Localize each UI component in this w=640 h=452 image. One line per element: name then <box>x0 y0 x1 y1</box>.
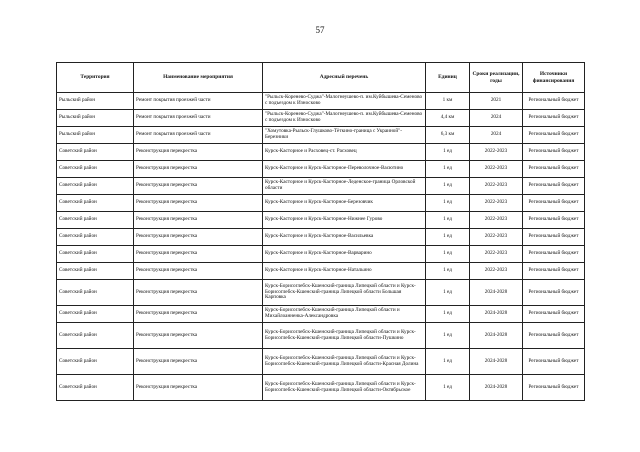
table-row <box>57 93 585 110</box>
territory-cell: Советский район <box>57 246 134 263</box>
measure-cell: Реконструкция перекрестка <box>134 263 263 280</box>
years-cell: 2024-2028 <box>470 323 523 349</box>
table-row <box>57 110 585 127</box>
table-header-row <box>57 63 585 93</box>
unit-cell: 1 ед <box>426 212 470 229</box>
years-cell: 2024 <box>470 127 523 144</box>
address-cell: Курск-Борисоглебск-Кшенский-граница Липецкой области и Михайлоанненка-Александровка <box>263 306 426 323</box>
source-cell: Региональный бюджет <box>523 229 585 246</box>
table-row <box>57 195 585 212</box>
source-cell: Региональный бюджет <box>523 212 585 229</box>
table-row <box>57 306 585 323</box>
measure-cell: Реконструкция перекрестка <box>134 229 263 246</box>
unit-cell: 1 км <box>426 93 470 110</box>
address-cell: Курск-Борисоглебск-Кшенский-граница Липецкой области и Курск-Борисоглебск-Кшенский-граница Липецкой области Большая Карповка <box>263 280 426 306</box>
unit-cell: 1 ед <box>426 195 470 212</box>
header-address: Адресный перечень <box>263 63 426 93</box>
territory-cell: Советский район <box>57 161 134 178</box>
measure-cell: Ремонт покрытия проезжей части <box>134 110 263 127</box>
measure-cell: Реконструкция перекрестка <box>134 375 263 401</box>
territory-cell: Советский район <box>57 212 134 229</box>
unit-cell: 1 ед <box>426 375 470 401</box>
table-row <box>57 178 585 195</box>
measure-cell: Ремонт покрытия проезжей части <box>134 127 263 144</box>
measure-cell: Реконструкция перекрестка <box>134 306 263 323</box>
source-cell: Региональный бюджет <box>523 246 585 263</box>
source-cell: Региональный бюджет <box>523 323 585 349</box>
years-cell: 2022-2023 <box>470 263 523 280</box>
years-cell: 2022-2023 <box>470 246 523 263</box>
table-row <box>57 212 585 229</box>
table-row <box>57 323 585 349</box>
header-unit: Единиц <box>426 63 470 93</box>
address-cell: Курск-Касторное и Курск-Касторное-Березовчик <box>263 195 426 212</box>
source-cell: Региональный бюджет <box>523 127 585 144</box>
measure-cell: Реконструкция перекрестка <box>134 323 263 349</box>
years-cell: 2022-2023 <box>470 178 523 195</box>
address-cell: "Рыльск-Коренево-Суджа"-Малогнеушево-п. им.Куйбышева-Семеново с подъездом к Износково <box>263 110 426 127</box>
source-cell: Региональный бюджет <box>523 110 585 127</box>
source-cell: Региональный бюджет <box>523 161 585 178</box>
years-cell: 2024-2028 <box>470 375 523 401</box>
address-cell: Курск-Касторное и Курск-Касторное-Васильевка <box>263 229 426 246</box>
years-cell: 2022-2023 <box>470 144 523 161</box>
address-cell: Курск-Борисоглебск-Кшенский-граница Липецкой области и Курск-Борисоглебск-Кшенский-граница Липецкой области-Октябрьское <box>263 375 426 401</box>
years-cell: 2022-2023 <box>470 212 523 229</box>
measure-cell: Реконструкция перекрестка <box>134 246 263 263</box>
table-row <box>57 263 585 280</box>
address-cell: Курск-Касторное и Курск-Касторное-Нижнее Гурово <box>263 212 426 229</box>
header-territory: Территория <box>57 63 134 93</box>
territory-cell: Советский район <box>57 195 134 212</box>
source-cell: Региональный бюджет <box>523 280 585 306</box>
header-measure: Наименование мероприятия <box>134 63 263 93</box>
unit-cell: 1 ед <box>426 161 470 178</box>
territory-cell: Советский район <box>57 280 134 306</box>
territory-cell: Советский район <box>57 306 134 323</box>
territory-cell: Советский район <box>57 263 134 280</box>
header-timeline: Сроки реализации, годы <box>470 63 523 93</box>
table-row <box>57 161 585 178</box>
source-cell: Региональный бюджет <box>523 375 585 401</box>
measure-cell: Реконструкция перекрестка <box>134 280 263 306</box>
years-cell: 2022-2023 <box>470 229 523 246</box>
unit-cell: 1 ед <box>426 349 470 375</box>
unit-cell: 1 ед <box>426 280 470 306</box>
unit-cell: 1 ед <box>426 306 470 323</box>
measure-cell: Реконструкция перекрестка <box>134 161 263 178</box>
years-cell: 2024-2028 <box>470 280 523 306</box>
territory-cell: Рыльский район <box>57 110 134 127</box>
territory-cell: Рыльский район <box>57 93 134 110</box>
table-row <box>57 349 585 375</box>
address-cell: Курск-Касторное и Курск-Касторное-Леденское-граница Орловской области <box>263 178 426 195</box>
address-cell: "Хомутовка-Рыльск-Глушково-Тёткино-граница с Украиной"-Березники <box>263 127 426 144</box>
territory-cell: Рыльский район <box>57 127 134 144</box>
years-cell: 2024 <box>470 110 523 127</box>
measures-table <box>56 62 585 401</box>
unit-cell: 1 ед <box>426 144 470 161</box>
source-cell: Региональный бюджет <box>523 144 585 161</box>
table-row <box>57 375 585 401</box>
address-cell: Курск-Борисоглебск-Кшенский-граница Липецкой области и Курск-Борисоглебск-Кшенский-граница Липецкой области-Красная Долина <box>263 349 426 375</box>
unit-cell: 1 ед <box>426 323 470 349</box>
years-cell: 2022-2023 <box>470 161 523 178</box>
territory-cell: Советский район <box>57 349 134 375</box>
unit-cell: 1 ед <box>426 229 470 246</box>
source-cell: Региональный бюджет <box>523 93 585 110</box>
measure-cell: Реконструкция перекрестка <box>134 195 263 212</box>
table-row <box>57 246 585 263</box>
measure-cell: Реконструкция перекрестка <box>134 349 263 375</box>
address-cell: Курск-Касторное и Расховец-ст. Расховец <box>263 144 426 161</box>
territory-cell: Советский район <box>57 144 134 161</box>
territory-cell: Советский район <box>57 375 134 401</box>
source-cell: Региональный бюджет <box>523 306 585 323</box>
source-cell: Региональный бюджет <box>523 195 585 212</box>
territory-cell: Советский район <box>57 323 134 349</box>
table-row <box>57 229 585 246</box>
page-number: 57 <box>315 25 325 35</box>
unit-cell: 6,3 км <box>426 127 470 144</box>
unit-cell: 1 ед <box>426 263 470 280</box>
table-row <box>57 144 585 161</box>
years-cell: 2022-2023 <box>470 195 523 212</box>
unit-cell: 1 ед <box>426 178 470 195</box>
address-cell: Курск-Касторное и Курск-Касторное-Натальино <box>263 263 426 280</box>
address-cell: Курск-Касторное и Курск-Касторное-Переволочное-Васютино <box>263 161 426 178</box>
address-cell: "Рыльск-Коренево-Суджа"-Малогнеушево-п. им.Куйбышева-Семеново с подъездом к Износково <box>263 93 426 110</box>
years-cell: 2024-2028 <box>470 349 523 375</box>
years-cell: 2021 <box>470 93 523 110</box>
address-cell: Курск-Борисоглебск-Кшенский-граница Липецкой области и Курск-Борисоглебск-Кшенский-граница Липецкой области-Пушкино <box>263 323 426 349</box>
table-body <box>57 93 585 401</box>
measure-cell: Реконструкция перекрестка <box>134 178 263 195</box>
unit-cell: 1 ед <box>426 246 470 263</box>
years-cell: 2024-2028 <box>470 306 523 323</box>
source-cell: Региональный бюджет <box>523 349 585 375</box>
unit-cell: 4,4 км <box>426 110 470 127</box>
territory-cell: Советский район <box>57 229 134 246</box>
source-cell: Региональный бюджет <box>523 178 585 195</box>
source-cell: Региональный бюджет <box>523 263 585 280</box>
address-cell: Курск-Касторное и Курск-Касторное-Варварино <box>263 246 426 263</box>
table-row <box>57 280 585 306</box>
territory-cell: Советский район <box>57 178 134 195</box>
header-sources: Источники финансирования <box>523 63 585 93</box>
measure-cell: Реконструкция перекрестка <box>134 212 263 229</box>
measure-cell: Ремонт покрытия проезжей части <box>134 93 263 110</box>
table-row <box>57 127 585 144</box>
measure-cell: Реконструкция перекрестка <box>134 144 263 161</box>
